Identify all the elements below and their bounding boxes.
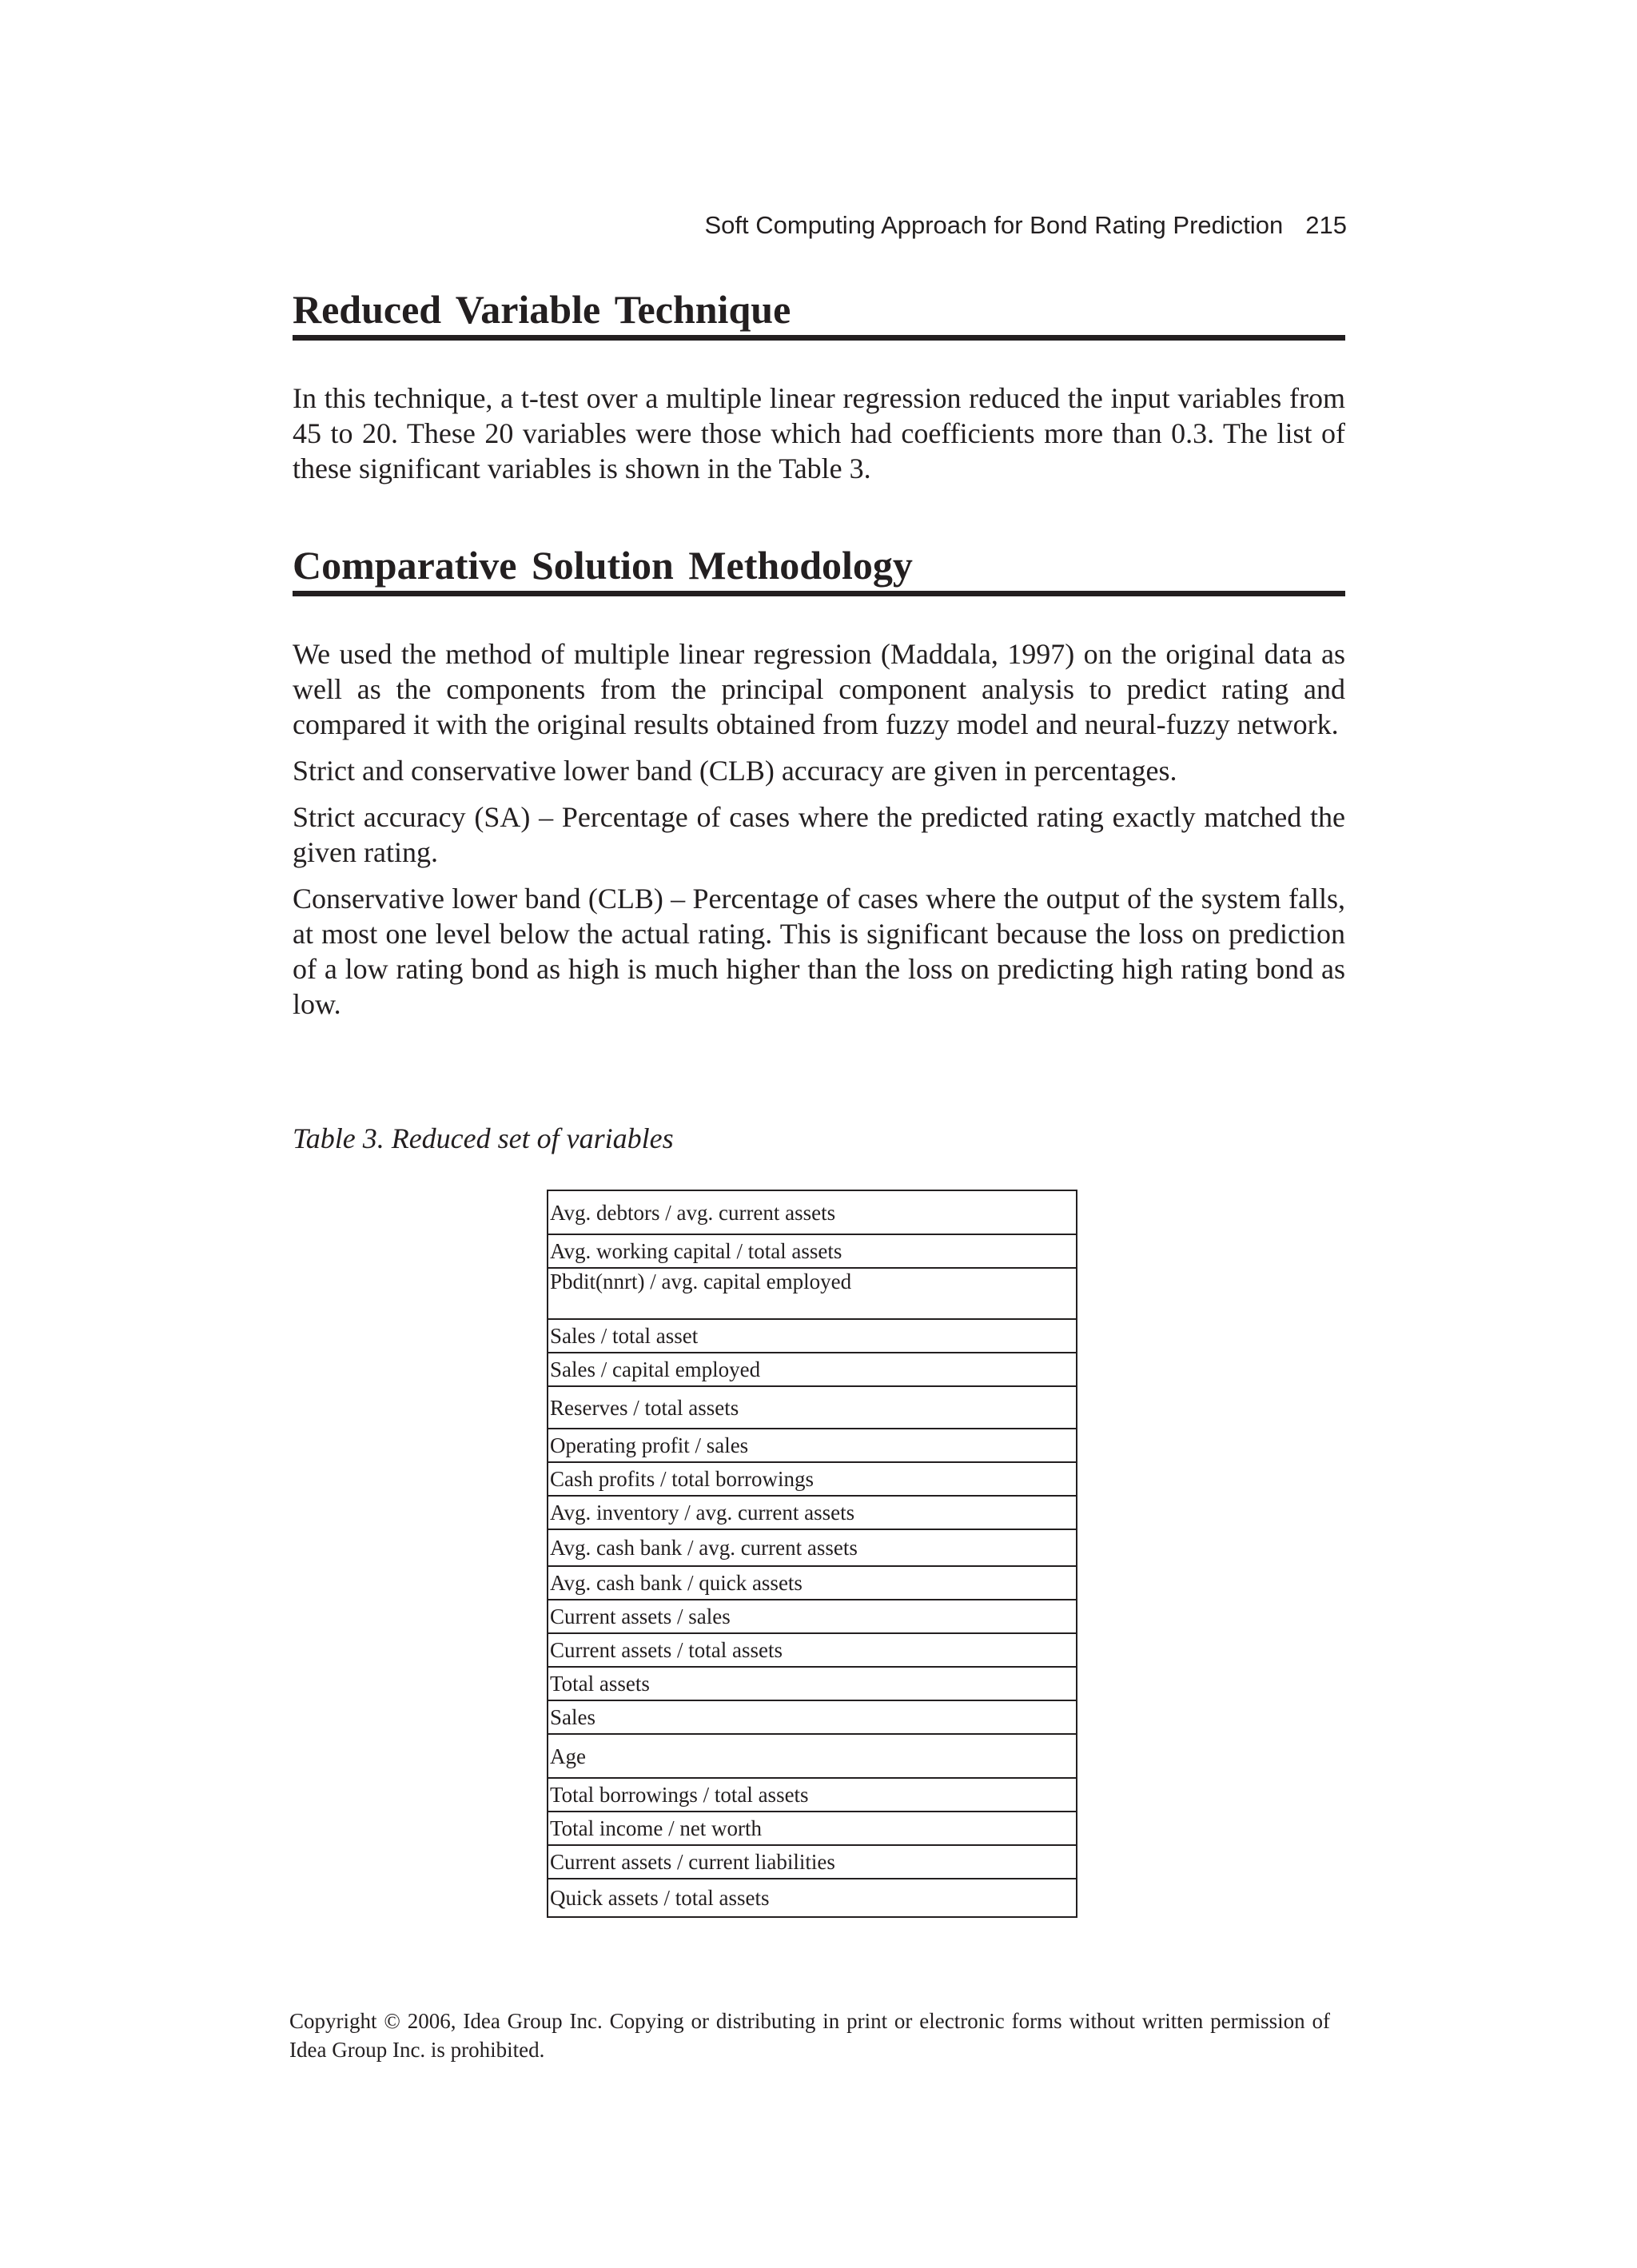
table-cell: Sales / capital employed [548,1353,1077,1386]
table-cell: Total assets [548,1667,1077,1700]
table-cell: Sales [548,1700,1077,1734]
paragraph: In this technique, a t-test over a multiple linear regression reduced the input variables from 45 to 20. These 20 variables were those which had coefficients more than 0.3. The list of these significant variables is shown in the Table 3. [293,382,1345,484]
table-cell: Current assets / total assets [548,1633,1077,1667]
variables-table [547,1190,1077,1918]
running-header [651,209,1347,241]
table-cell: Current assets / current liabilities [548,1845,1077,1879]
paragraph-block [293,636,1345,1022]
table-cell: Quick assets / total assets [548,1879,1077,1917]
table-cell: Current assets / sales [548,1600,1077,1633]
running-title: Soft Computing Approach for Bond Rating Prediction [704,211,1284,239]
section-reduced-variable-technique [293,285,1345,486]
paragraph: We used the method of multiple linear regression (Maddala, 1997) on the original data as well as the components from the principal component analysis to predict rating and compared it with the original results obtained from fuzzy model and neural-fuzzy network. [293,638,1345,740]
table-cell: Avg. cash bank / quick assets [548,1566,1077,1600]
page-number: 215 [1305,211,1347,239]
table-cell: Total income / net worth [548,1812,1077,1845]
section-comparative-solution-methodology [293,541,1345,1033]
table-cell: Pbdit(nnrt) / avg. capital employed [548,1268,1077,1319]
table-caption: Table 3. Reduced set of variables [293,1122,674,1154]
table-cell: Reserves / total assets [548,1386,1077,1429]
table-cell: Avg. cash bank / avg. current assets [548,1529,1077,1566]
copyright-notice: Copyright © 2006, Idea Group Inc. Copying or distributing in print or electronic forms without written permission of Idea Group Inc. is prohibited. [289,2009,1330,2062]
table-cell: Sales / total asset [548,1319,1077,1353]
table-cell: Cash profits / total borrowings [548,1462,1077,1496]
table-cell: Total borrowings / total assets [548,1778,1077,1812]
table-cell: Operating profit / sales [548,1429,1077,1462]
table-cell: Age [548,1734,1077,1778]
section-heading: Comparative Solution Methodology [293,541,1345,596]
table-cell: Avg. working capital / total assets [548,1234,1077,1268]
table-cell: Avg. debtors / avg. current assets [548,1190,1077,1234]
section-heading: Reduced Variable Technique [293,285,1345,341]
paragraph: Strict accuracy (SA) – Percentage of cases where the predicted rating exactly matched the given rating. [293,801,1345,868]
table-cell: Avg. inventory / avg. current assets [548,1496,1077,1529]
paragraph: Strict and conservative lower band (CLB) accuracy are given in percentages. [293,755,1177,787]
paragraph: Conservative lower band (CLB) – Percentage of cases where the output of the system falls, at most one level below the actual rating. This is significant because the loss on prediction of a low rating bond as high is much higher than the loss on predicting high rating bond as low. [293,883,1345,1020]
